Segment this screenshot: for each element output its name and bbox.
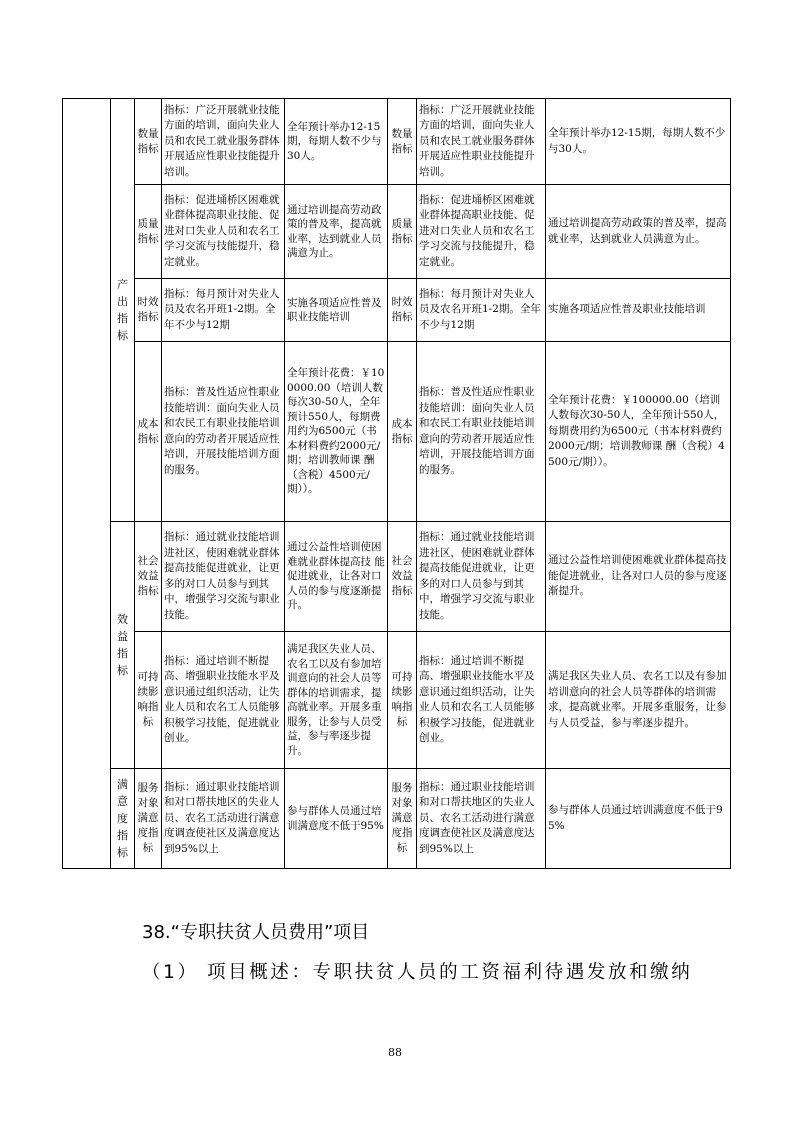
indicator-cell-2: 时效指标 (388, 279, 417, 342)
target-value: 参与群体人员通过培训满意度不低于95% (285, 769, 388, 869)
indicator-content: 指标：通过职业技能培训和对口帮扶地区的失业人员、农名工活动进行满意度调查使社区及满意度达到95%以上 (162, 769, 285, 869)
indicator-cell: 服务对象满意度指标 (135, 769, 162, 869)
target-value-2: 全年预计花费：￥100000.00（培训人数每次30-50人，全年预计550人，每期费用约为6500元（书本材料费约2000元/期；培训教师课 酬（含税）4500元/期））。 (546, 342, 731, 522)
indicator-content-2: 指标：普及性适应性职业技能培训：面向失业人员和农民工有职业技能培训意向的劳动者开展适应性培训，开展技能培训方面的服务。 (417, 342, 546, 522)
indicator-content: 指标：通过就业技能培训进社区，使困难就业群体提高技能促进就业，让更多的对口人员参与到其中，增强学习交流与职业技能。 (162, 522, 285, 632)
target-value: 通过培训提高劳动政策的普及率，提高就业率，达到就业人员满意为止。 (285, 185, 388, 279)
target-value: 全年预计举办12-15期，每期人数不少与30人。 (285, 99, 388, 185)
indicator-content-2: 指标：通过就业技能培训进社区，使困难就业群体提高技能促进就业，让更多的对口人员参与到其中，增强学习交流与职业技能。 (417, 522, 546, 632)
target-value-2: 实施各项适应性普及职业技能培训 (546, 279, 731, 342)
indicator-cell-2: 社会效益指标 (388, 522, 417, 632)
table-row (63, 632, 731, 769)
indicator-content-2: 指标：广泛开展就业技能方面的培训，面向失业人员和农民工就业服务群体开展适应性职业技能提升培训。 (417, 99, 546, 185)
indicator-content: 指标：普及性适应性职业技能培训：面向失业人员和农民工有职业技能培训意向的劳动者开展适应性培训，开展技能培训方面的服务。 (162, 342, 285, 522)
target-value-2: 通过培训提高劳动政策的普及率，提高就业率，达到就业人员满意为止。 (546, 185, 731, 279)
indicator-content: 指标：通过培训不断提高、增强职业技能水平及意识通过组织活动，让失业人员和农名工人员能够积极学习技能，促进就业创业。 (162, 632, 285, 769)
table-row (63, 342, 731, 522)
category-satisfaction: 满意度指标 (111, 769, 135, 869)
indicator-content-2: 指标：每月预计对失业人员及农名开班1-2期。全年不少与12期 (417, 279, 546, 342)
indicator-cell: 质量指标 (135, 185, 162, 279)
indicator-cell-2: 质量指标 (388, 185, 417, 279)
table-row (63, 522, 731, 632)
indicator-content: 指标：每月预计对失业人员及农名开班1-2期。全年不少与12期 (162, 279, 285, 342)
target-value: 通过公益性培训使困难就业群体提高技 能促进就业，让各对口人员的参与度逐渐提升。 (285, 522, 388, 632)
target-value-2: 满足我区失业人员、农名工以及有参加培训意向的社会人员等群体的培训需求，提高就业率。开展多重服务，让参与人员受益，参与率逐步提升。 (546, 632, 731, 769)
outer-empty-cell (63, 99, 111, 869)
table-row (63, 769, 731, 869)
indicator-content: 指标：促进埇桥区困难就业群体提高职业技能、促进对口失业人员和农名工学习交流与技能提升，稳定就业。 (162, 185, 285, 279)
indicator-content-2: 指标：促进埇桥区困难就业群体提高职业技能、促进对口失业人员和农名工学习交流与技能提升，稳定就业。 (417, 185, 546, 279)
indicator-cell: 时效指标 (135, 279, 162, 342)
indicator-cell-2: 数量指标 (388, 99, 417, 185)
table-row (63, 185, 731, 279)
indicator-cell-2: 服务对象满意度指标 (388, 769, 417, 869)
target-value: 全年预计花费：￥100000.00（培训人数每次30-50人，全年预计550人，每期费用约为6500元（书本材料费约2000元/期；培训教师课 酬（含税）4500元/期））。 (285, 342, 388, 522)
category-output: 产出指标 (111, 99, 135, 522)
indicator-content-2: 指标：通过培训不断提高、增强职业技能水平及意识通过组织活动，让失业人员和农名工人员能够积极学习技能，促进就业创业。 (417, 632, 546, 769)
target-value: 实施各项适应性普及职业技能培训 (285, 279, 388, 342)
indicator-content: 指标：广泛开展就业技能方面的培训，面向失业人员和农民工就业服务群体开展适应性职业技能提升培训。 (162, 99, 285, 185)
target-value-2: 通过公益性培训使困难就业群体提高技 能促进就业，让各对口人员的参与度逐渐提升。 (546, 522, 731, 632)
page-number: 88 (388, 1046, 402, 1059)
target-value-2: 全年预计举办12-15期，每期人数不少与30人。 (546, 99, 731, 185)
indicator-cell: 成本指标 (135, 342, 162, 522)
target-value: 满足我区失业人员、农名工以及有参加培训意向的社会人员等群体的培训需求，提高就业率。开展多重服务，让参与人员受益，参与率逐步提升。 (285, 632, 388, 769)
indicator-cell: 社会效益指标 (135, 522, 162, 632)
performance-indicator-table (62, 98, 731, 869)
indicator-cell-2: 可持续影响指标 (388, 632, 417, 769)
indicator-cell-2: 成本指标 (388, 342, 417, 522)
project-overview: （1） 项目概述：专职扶贫人员的工资福利待遇发放和缴纳 (142, 962, 693, 983)
indicator-cell: 可持续影响指标 (135, 632, 162, 769)
table-row (63, 279, 731, 342)
table-row (63, 99, 731, 185)
target-value-2: 参与群体人员通过培训满意度不低于95% (546, 769, 731, 869)
indicator-content-2: 指标：通过职业技能培训和对口帮扶地区的失业人员、农名工活动进行满意度调查使社区及满意度达到95%以上 (417, 769, 546, 869)
section-heading: 38.“专职扶贫人员费用”项目 (142, 922, 370, 943)
indicator-cell: 数量指标 (135, 99, 162, 185)
category-benefit: 效益指标 (111, 522, 135, 769)
